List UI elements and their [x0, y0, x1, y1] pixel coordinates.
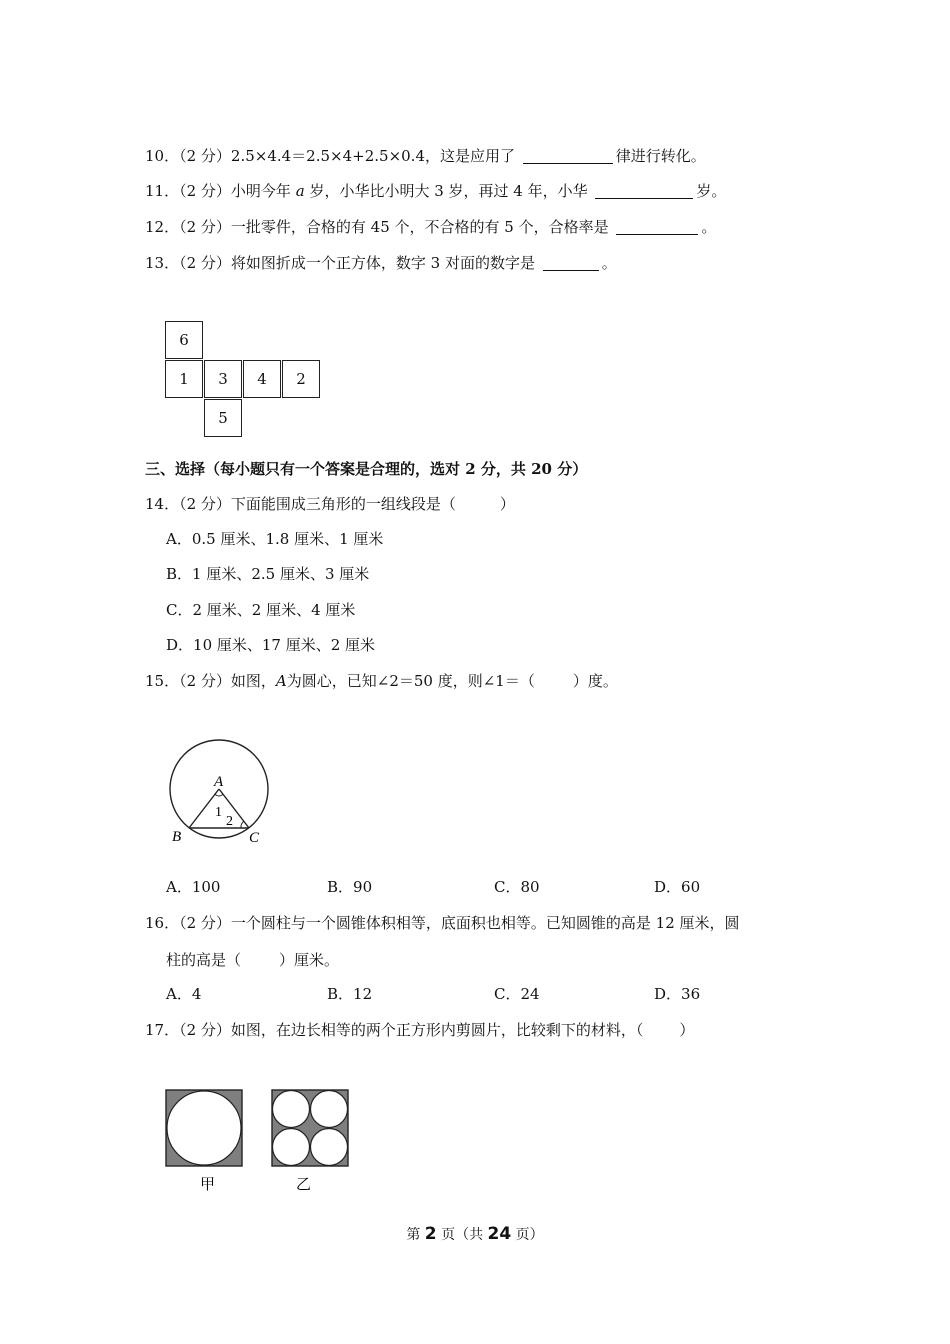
circle-yi-4 — [311, 1129, 348, 1166]
q15-score: （2 分） — [179, 672, 231, 690]
q10-text-end: 律进行转化。 — [615, 147, 706, 165]
net-cell-bottom: 5 — [204, 399, 242, 437]
q11-text: 小明今年 — [230, 182, 291, 200]
q14-close-paren: ） — [499, 495, 515, 513]
q15-option-a[interactable]: A．100 — [166, 878, 221, 896]
label-yi: 乙 — [296, 1175, 312, 1193]
footer-total-pages: 24 — [487, 1224, 512, 1244]
question-10 — [145, 146, 706, 166]
q17-number: 17． — [145, 1021, 180, 1039]
q11-score: （2 分） — [179, 182, 231, 200]
label-jia: 甲 — [200, 1175, 216, 1193]
angle-1-arc — [215, 794, 223, 796]
circle-yi-2 — [311, 1091, 348, 1128]
q17-score: （2 分） — [179, 1021, 231, 1039]
q15-option-b[interactable]: B．90 — [327, 878, 373, 896]
q13-score: （2 分） — [179, 254, 231, 272]
q12-number: 12． — [145, 218, 180, 236]
q14-option-c[interactable]: C．2 厘米、2 厘米、4 厘米 — [166, 601, 356, 619]
circle-jia — [167, 1091, 241, 1165]
q15-number: 15． — [145, 672, 180, 690]
q13-number: 13． — [145, 254, 180, 272]
cube-net-figure — [165, 321, 323, 439]
q17-close-paren: ） — [679, 1021, 695, 1039]
q13-answer-blank[interactable] — [543, 254, 599, 271]
footer-mid: 页（共 — [441, 1227, 484, 1243]
q11-answer-blank[interactable] — [595, 182, 693, 199]
question-11 — [145, 181, 726, 201]
label-c: C — [249, 830, 260, 846]
q14-option-b[interactable]: B．1 厘米、2.5 厘米、3 厘米 — [166, 565, 370, 583]
q14-number: 14． — [145, 495, 180, 513]
net-cell-row-2: 3 — [204, 360, 242, 398]
radius-ac — [219, 789, 249, 828]
q14-text: 下面能围成三角形的一组线段是（ — [230, 495, 456, 513]
circle-triangle-figure — [162, 738, 282, 850]
page-footer — [0, 1224, 950, 1244]
q16-text-line2: 柱的高是（ — [166, 951, 242, 969]
q16-score: （2 分） — [179, 914, 231, 932]
q11-text-end: 岁。 — [696, 182, 727, 200]
q12-score: （2 分） — [179, 218, 231, 236]
q13-text: 将如图折成一个正方体，数字 3 对面的数字是 — [230, 254, 535, 272]
net-cell-row-1: 1 — [165, 360, 203, 398]
question-13 — [145, 253, 617, 273]
question-17 — [145, 1020, 694, 1040]
q15-text: 如图， — [230, 672, 276, 690]
section-3-heading: 三、选择（每小题只有一个答案是合理的，选对 2 分，共 20 分） — [145, 460, 588, 478]
q11-number: 11． — [145, 182, 180, 200]
circle-yi-3 — [273, 1129, 310, 1166]
label-a: A — [214, 774, 224, 790]
net-cell-row-3: 4 — [243, 360, 281, 398]
q14-score: （2 分） — [179, 495, 231, 513]
net-cell-top: 6 — [165, 321, 203, 359]
label-angle-1: 1 — [215, 805, 222, 820]
q14-option-a[interactable]: A．0.5 厘米、1.8 厘米、1 厘米 — [166, 530, 384, 548]
label-b: B — [172, 829, 182, 845]
q16-option-b[interactable]: B．12 — [327, 985, 373, 1003]
footer-prefix: 第 — [406, 1227, 421, 1243]
question-16-continued — [166, 950, 339, 970]
q16-text-end: ）厘米。 — [279, 951, 340, 969]
q17-text: 如图，在边长相等的两个正方形内剪圆片，比较剩下的材料，（ — [230, 1021, 644, 1039]
q15-variable: A — [275, 672, 287, 690]
question-12 — [145, 217, 716, 237]
question-14 — [145, 494, 515, 514]
q15-option-d[interactable]: D．60 — [654, 878, 701, 896]
q16-number: 16． — [145, 914, 180, 932]
q16-text: 一个圆柱与一个圆锥体积相等，底面积也相等。已知圆锥的高是 12 厘米，圆 — [230, 914, 740, 932]
q16-option-d[interactable]: D．36 — [654, 985, 701, 1003]
q10-answer-blank[interactable] — [523, 147, 613, 164]
footer-page-number: 2 — [424, 1224, 437, 1244]
q16-option-c[interactable]: C．24 — [494, 985, 540, 1003]
label-angle-2: 2 — [226, 814, 233, 829]
angle-2-arc — [241, 821, 244, 828]
q15-text-mid: 为圆心，已知∠2＝50 度，则∠1＝（ — [286, 672, 535, 690]
q11-text-mid: 岁，小华比小明大 3 岁，再过 4 年，小华 — [309, 182, 588, 200]
net-cell-row-4: 2 — [282, 360, 320, 398]
question-15 — [145, 671, 618, 691]
question-16 — [145, 913, 740, 933]
q10-number: 10． — [145, 147, 180, 165]
q15-text-end: ）度。 — [572, 672, 618, 690]
q16-option-a[interactable]: A．4 — [166, 985, 202, 1003]
q12-answer-blank[interactable] — [616, 218, 698, 235]
q10-text: 2.5×4.4＝2.5×4+2.5×0.4，这是应用了 — [230, 147, 515, 165]
q11-variable: a — [295, 182, 305, 200]
q13-text-end: 。 — [601, 254, 617, 272]
footer-suffix: 页） — [515, 1227, 544, 1243]
q14-option-d[interactable]: D．10 厘米、17 厘米、2 厘米 — [166, 636, 376, 654]
q10-score: （2 分） — [179, 147, 231, 165]
q15-option-c[interactable]: C．80 — [494, 878, 540, 896]
q12-text-end: 。 — [701, 218, 717, 236]
q12-text: 一批零件，合格的有 45 个，不合格的有 5 个，合格率是 — [230, 218, 609, 236]
squares-circles-figure — [164, 1088, 354, 1196]
circle-yi-1 — [273, 1091, 310, 1128]
